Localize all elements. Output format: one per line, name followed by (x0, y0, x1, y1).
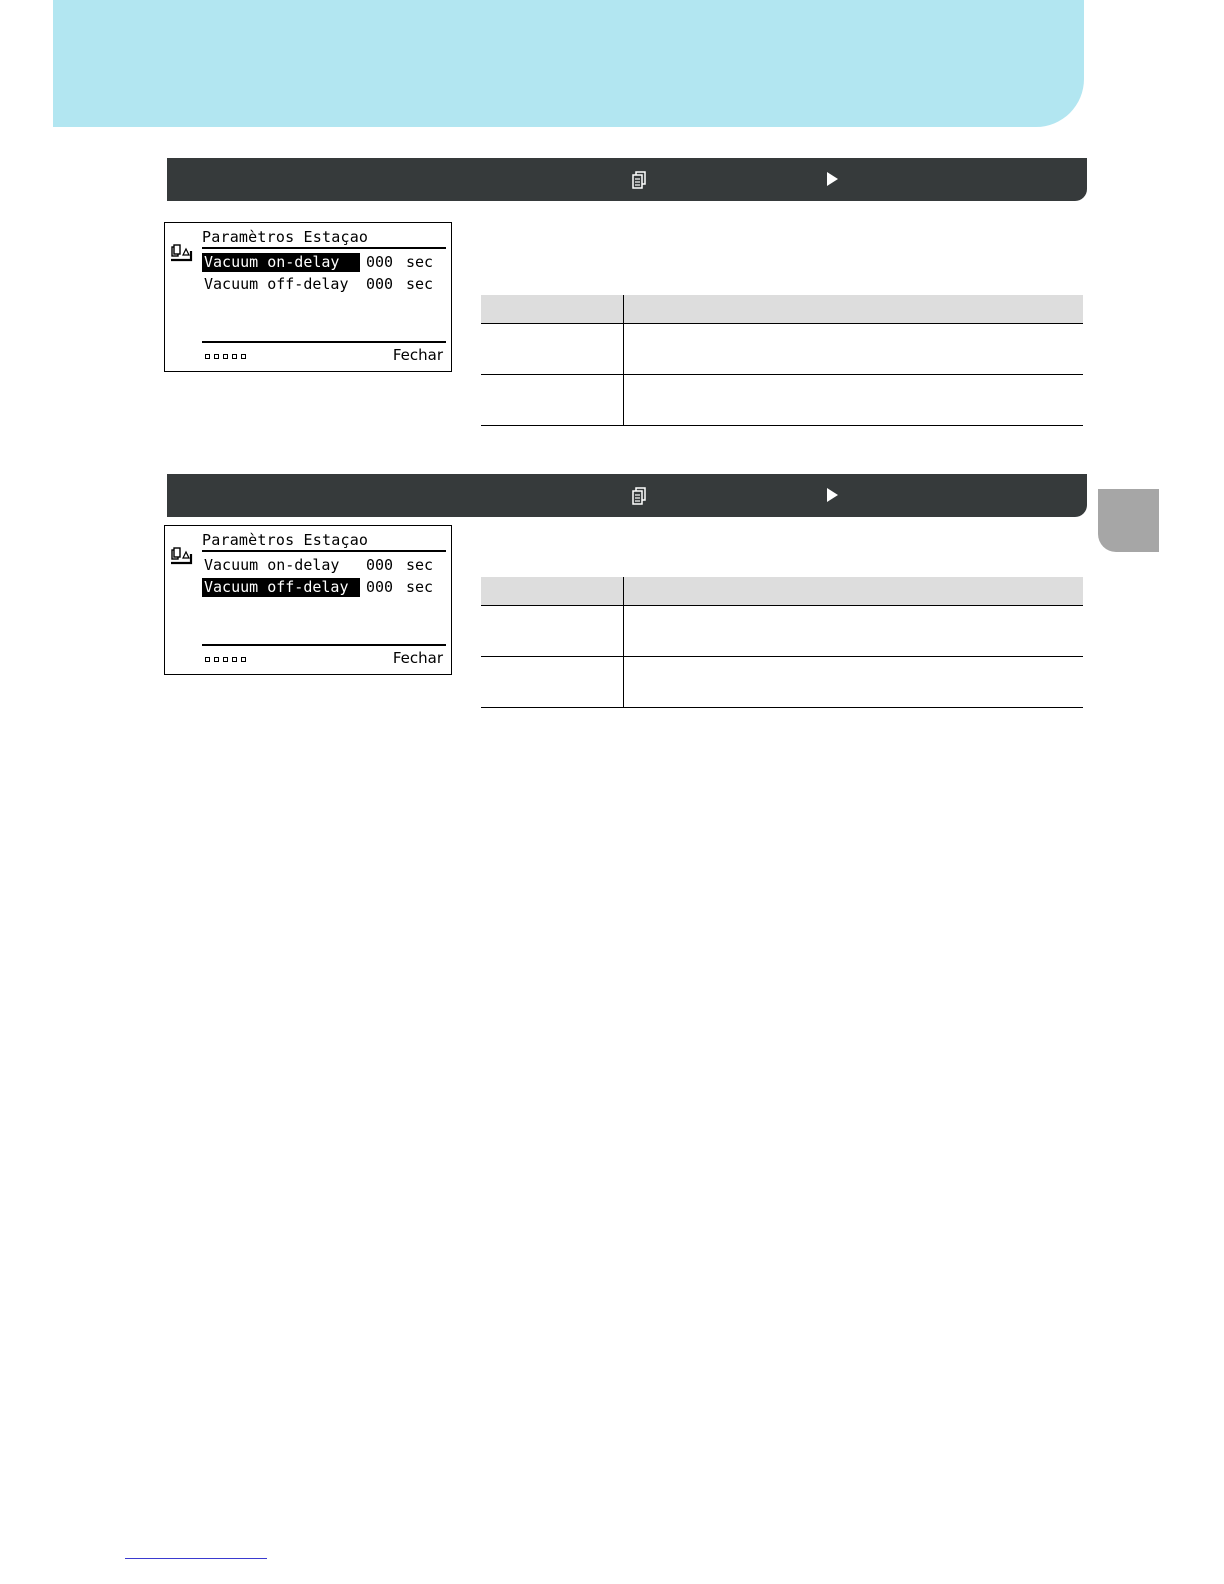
footer-link-underline (125, 1558, 267, 1559)
section-bar (167, 474, 1087, 517)
page-indicator (205, 657, 246, 663)
close-button[interactable]: Fechar (392, 649, 443, 667)
vacuum-off-delay-row[interactable] (202, 275, 448, 294)
play-arrow-icon (827, 172, 838, 186)
row-unit: sec (406, 556, 434, 574)
row-unit: sec (406, 578, 434, 596)
title-divider (202, 550, 446, 552)
row-unit: sec (406, 253, 434, 271)
bottom-divider (202, 341, 446, 343)
bottom-divider (202, 644, 446, 646)
table-header (481, 295, 1083, 324)
row-value: 000 (366, 275, 394, 293)
section-bar (167, 158, 1087, 201)
row-label: Vacuum on-delay (202, 253, 360, 272)
close-button[interactable]: Fechar (392, 346, 443, 364)
table-row-divider (481, 374, 1083, 375)
row-unit: sec (406, 275, 434, 293)
screen-title: Paramètros Estaçao (202, 531, 369, 549)
station-parameters-icon (170, 546, 194, 570)
chapter-tab (1098, 489, 1159, 552)
vacuum-off-delay-row[interactable] (202, 578, 448, 597)
row-value: 000 (366, 253, 394, 271)
table-column-divider (623, 577, 624, 708)
lcd-screen (164, 222, 452, 372)
row-label: Vacuum off-delay (202, 578, 360, 597)
table-header (481, 577, 1083, 606)
vacuum-on-delay-row[interactable] (202, 556, 448, 575)
table-bottom-rule (481, 425, 1083, 426)
vacuum-on-delay-row[interactable] (202, 253, 448, 272)
table-bottom-rule (481, 707, 1083, 708)
row-value: 000 (366, 556, 394, 574)
header-band (53, 0, 1084, 127)
parameter-table (481, 577, 1083, 708)
row-label: Vacuum off-delay (204, 275, 349, 293)
table-row-divider (481, 656, 1083, 657)
title-divider (202, 247, 446, 249)
document-stack-icon (632, 487, 646, 505)
row-value: 000 (366, 578, 394, 596)
row-label: Vacuum on-delay (204, 556, 340, 574)
play-arrow-icon (827, 488, 838, 502)
table-column-divider (623, 295, 624, 426)
page-indicator (205, 354, 246, 360)
screen-title: Paramètros Estaçao (202, 228, 369, 246)
station-parameters-icon (170, 243, 194, 267)
document-stack-icon (632, 171, 646, 189)
parameter-table (481, 295, 1083, 426)
lcd-screen (164, 525, 452, 675)
